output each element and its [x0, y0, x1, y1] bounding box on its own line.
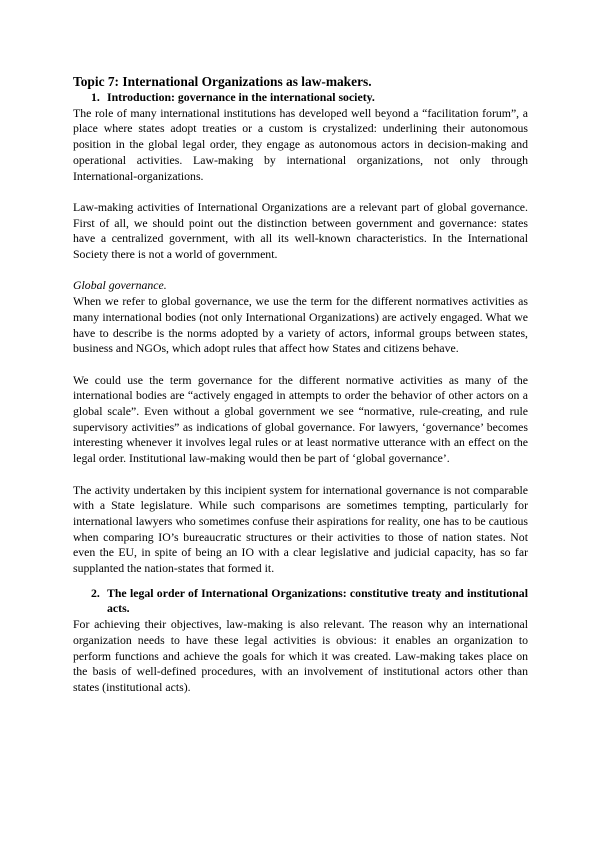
- section-2-paragraph: For achieving their objectives, law-making is also relevant. The reason why an international organization needs to have these legal activities is obvious: it enables an organization to perform functions and achieve the goals for which it was created. Law-making takes place on the basis of well-defined procedures, with an involvement of institutional actors other than states (institutional acts).: [73, 617, 528, 694]
- section-2-heading: [73, 586, 528, 617]
- governance-paragraph-3: The activity undertaken by this incipient system for international governance is not comparable with a State legislature. While such comparisons are sometimes tempting, particularly for international lawyers who sometimes confuse their aspirations for reality, one has to be cautious when comparing IO’s bureaucratic structures or their activities to those of nation states. Not even the EU, in spite of being an IO with a clear legislative and judicial capacity, has so far supplanted the nation-states that formed it.: [73, 482, 528, 576]
- intro-paragraph-2: Law-making activities of International Organizations are a relevant part of global governance. First of all, we should point out the distinction between government and governance: states have a centralized government, with all its well-known characteristics. In the International Society there is not a world of government.: [73, 199, 528, 262]
- intro-paragraph-1: The role of many international institutions has developed well beyond a “facilitation forum”, a place where states adopt treaties or a custom is crystalized: underlining their autonomous position in the global legal order, they engage as autonomous actors in decision-making and operational activities. Law-making by international organizations, not only through International-organizations.: [73, 105, 528, 183]
- governance-paragraph-2: We could use the term governance for the different normative activities as many of the international bodies are “actively engaged in attempts to order the behavior of other actors on a global scale”. Even without a global government we see “normative, rule-creating, and rule supervisory activities” as indications of global governance. For lawyers, ‘governance’ becomes interesting whenever it involves legal rules or at least normative utterance with an effect on the legal order. Institutional law-making would then be part of ‘global governance’.: [73, 372, 528, 466]
- governance-paragraph-1: When we refer to global governance, we use the term for the different normatives activities as many international bodies (not only International Organizations) are actively engaged. What we have to describe is the norms adopted by a variety of actors, informal groups between states, business and NGOs, which adopt rules that affect how States and citizens behave.: [73, 294, 528, 356]
- section-1-heading: [73, 90, 528, 106]
- section-2-title: The legal order of International Organizations: constitutive treaty and institutional acts.: [107, 585, 528, 616]
- section-1-title: Introduction: governance in the international society.: [107, 90, 375, 104]
- document-title: Topic 7: International Organizations as law-makers.: [73, 74, 372, 89]
- section-1-number: 1.: [91, 90, 100, 104]
- global-governance-subheading: Global governance.: [73, 278, 167, 293]
- section-2-number: 2.: [91, 585, 100, 600]
